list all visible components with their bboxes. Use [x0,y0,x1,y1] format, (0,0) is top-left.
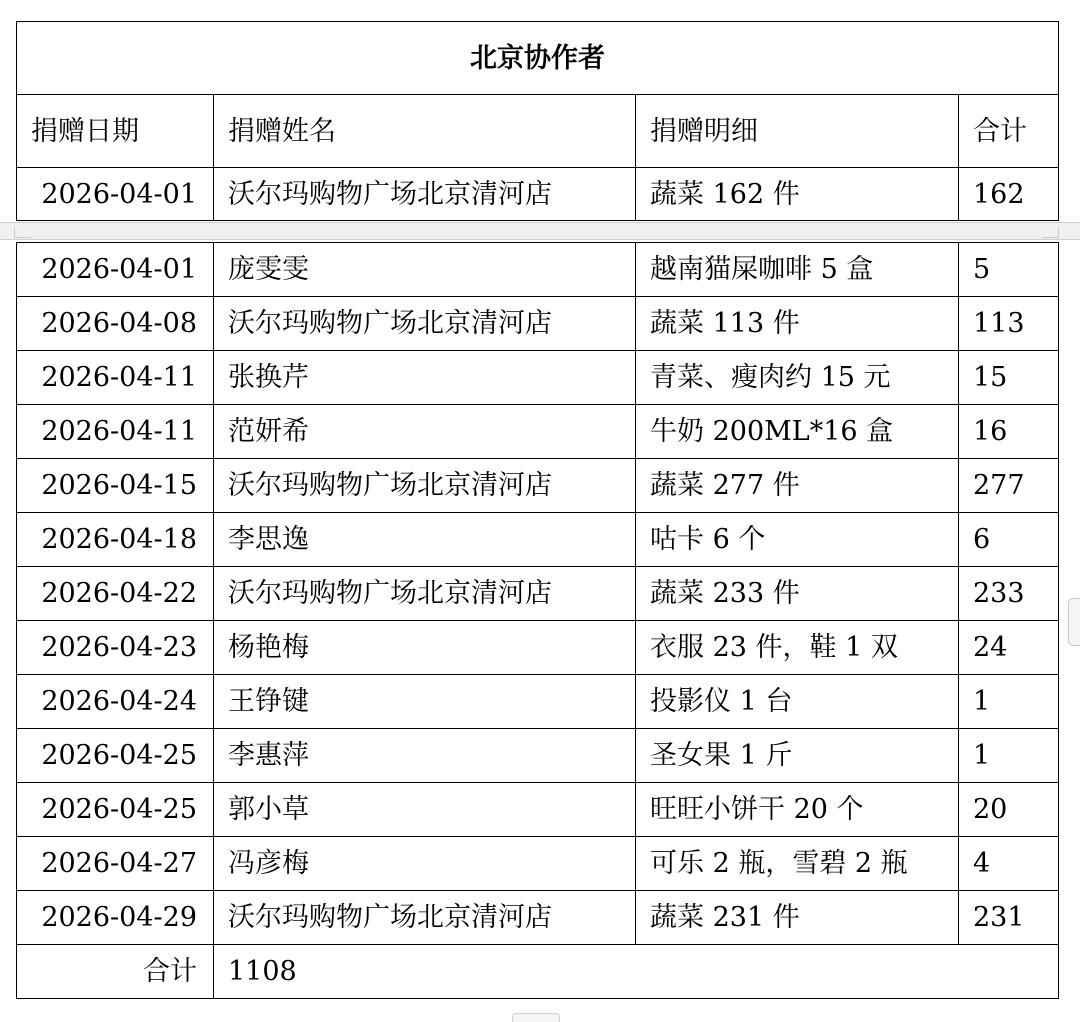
table-title-row [17,22,1059,95]
cell-date: 2026-04-25 [17,783,214,837]
cell-date: 2026-04-22 [17,567,214,621]
table-title: 北京协作者 [17,22,1059,95]
cell-detail: 牛奶 200ML*16 盒 [636,405,959,459]
cell-name: 冯彦梅 [214,837,636,891]
donation-table-page1 [16,21,1059,221]
cell-detail: 青菜、瘦肉约 15 元 [636,351,959,405]
total-value: 1108 [214,945,1059,999]
cell-name: 庞雯雯 [214,243,636,297]
page-break [0,222,1080,240]
table-row [17,729,1059,783]
cell-name: 张换芹 [214,351,636,405]
cell-date: 2026-04-24 [17,675,214,729]
cell-detail: 衣服 23 件，鞋 1 双 [636,621,959,675]
table-row [17,243,1059,297]
cell-total: 4 [959,837,1059,891]
cell-date: 2026-04-11 [17,405,214,459]
cell-name: 王铮键 [214,675,636,729]
cell-name: 沃尔玛购物广场北京清河店 [214,567,636,621]
cell-date: 2026-04-08 [17,297,214,351]
table-row [17,513,1059,567]
cell-total: 1 [959,675,1059,729]
header-detail: 捐赠明细 [636,95,959,168]
cell-detail: 咕卡 6 个 [636,513,959,567]
cell-date: 2026-04-27 [17,837,214,891]
cell-date: 2026-04-15 [17,459,214,513]
cell-detail: 越南猫屎咖啡 5 盒 [636,243,959,297]
table-row [17,837,1059,891]
cell-total: 5 [959,243,1059,297]
cell-detail: 旺旺小饼干 20 个 [636,783,959,837]
cell-name: 沃尔玛购物广场北京清河店 [214,297,636,351]
cell-date: 2026-04-18 [17,513,214,567]
cell-total: 24 [959,621,1059,675]
table-row [17,459,1059,513]
cell-name: 郭小草 [214,783,636,837]
table-row [17,891,1059,945]
cell-detail: 蔬菜 162 件 [636,168,959,221]
cell-detail: 蔬菜 113 件 [636,297,959,351]
cell-name: 李惠萍 [214,729,636,783]
cell-date: 2026-04-11 [17,351,214,405]
cell-name: 沃尔玛购物广场北京清河店 [214,168,636,221]
donation-table-page2 [16,242,1059,999]
table-row [17,351,1059,405]
table-row [17,405,1059,459]
cell-total: 20 [959,783,1059,837]
total-label: 合计 [17,945,214,999]
cell-detail: 投影仪 1 台 [636,675,959,729]
cell-detail: 蔬菜 233 件 [636,567,959,621]
cell-total: 113 [959,297,1059,351]
table-row [17,675,1059,729]
table-row [17,567,1059,621]
cell-total: 16 [959,405,1059,459]
total-row [17,945,1059,999]
table-row [17,168,1059,221]
cell-total: 231 [959,891,1059,945]
cell-detail: 圣女果 1 斤 [636,729,959,783]
header-name: 捐赠姓名 [214,95,636,168]
table-row [17,783,1059,837]
cell-date: 2026-04-29 [17,891,214,945]
cell-total: 1 [959,729,1059,783]
page-corner-mark [1042,227,1059,238]
cell-name: 李思逸 [214,513,636,567]
side-scroll-handle[interactable] [1068,598,1080,646]
cell-name: 范妍希 [214,405,636,459]
cell-detail: 可乐 2 瓶，雪碧 2 瓶 [636,837,959,891]
page-corner-mark [14,227,31,238]
table-header-row [17,95,1059,168]
cell-name: 沃尔玛购物广场北京清河店 [214,459,636,513]
cell-date: 2026-04-23 [17,621,214,675]
cell-detail: 蔬菜 277 件 [636,459,959,513]
header-date: 捐赠日期 [17,95,214,168]
table-row [17,621,1059,675]
cell-total: 15 [959,351,1059,405]
cell-name: 沃尔玛购物广场北京清河店 [214,891,636,945]
cell-total: 277 [959,459,1059,513]
table-row [17,297,1059,351]
cell-date: 2026-04-01 [17,168,214,221]
cell-total: 6 [959,513,1059,567]
cell-date: 2026-04-01 [17,243,214,297]
cell-name: 杨艳梅 [214,621,636,675]
cell-total: 233 [959,567,1059,621]
cell-total: 162 [959,168,1059,221]
cell-detail: 蔬菜 231 件 [636,891,959,945]
cell-date: 2026-04-25 [17,729,214,783]
header-total: 合计 [959,95,1059,168]
